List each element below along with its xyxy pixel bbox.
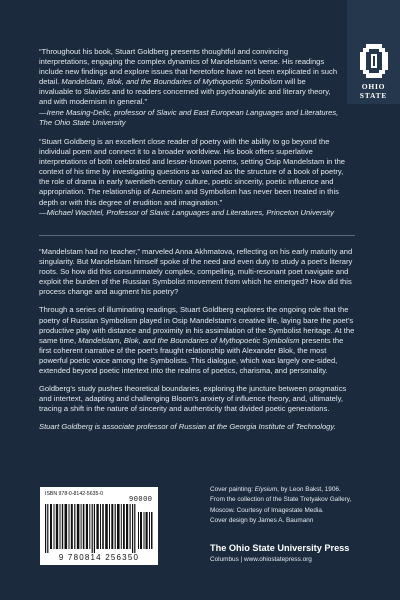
author-bio: Stuart Goldberg is associate professor of Russian at the Georgia Institute of Technology.: [39, 422, 336, 432]
description-paragraph-3: Goldberg’s study pushes theoretical boundaries, exploring the juncture between pragmatics and intertext, adapting and challenging Bloom’s anxiety of influence theory, and, ultimately, tracing a shift in the nature of sincerity and authenticity that divided poetic generations.: [39, 384, 347, 414]
barcode-bars-icon: [45, 498, 153, 553]
description-paragraph-1: “Mandelstam had no teacher,” marveled Anna Akhmatova, reflecting on his early maturity and singularity. But Mandelstam himself spoke of the need and even duty to study a poet’s literary roots. So how did this consummately complex, compelling, multi-resonant poet navigate and exploit the burden of the Russian Symbolist movement from which he emerged? How did this process change and augment his poetry?: [39, 247, 353, 297]
blurb-2-text: “Stuart Goldberg is an excellent close reader of poetry with the ability to go beyond the individual poem and connect it to a broader worldview. His book offers superlative interpretations of both celebrated and lesser-known poems, setting Osip Mandelstam in the context of his time by investigating questions as varied as the structure of a book of poetry, the role of drama in early twentieth-century culture, poetic sincerity, poetic influence and appropriation. The relationship of Acmeism and Symbolism has never been treated in this depth or with this degree of erudition and imagination.”: [39, 137, 346, 207]
cover-credit-rest: , by Leon Bakst, 1906.: [277, 486, 341, 493]
blurb-quote-1: [39, 47, 339, 136]
blurb-2-attribution: —Michael Wachtel, Professor of Slavic Languages and Literatures, Princeton University: [39, 207, 334, 217]
ohio-state-logo: [347, 0, 400, 104]
cover-credit-line-3: Moscow. Courtesy of Imagestate Media.: [210, 506, 324, 514]
block-o-icon: [355, 42, 393, 80]
price-code: 90000: [129, 496, 153, 504]
cover-credit-line-4: Cover design by James A. Baumann: [210, 517, 314, 525]
publisher-location-url: Columbus | www.ohiostatepress.org: [210, 556, 312, 563]
description-p2-before: Through a series of illuminating readings, Stuart Goldberg explores the ongoing role that the poetry of Russian Symbolism played in Osip Mandelstam’s creative life, laying bare the poet’s productive play with distance and proximity in his assimilation of the Symbolist heritage. At the same time,: [39, 305, 355, 345]
cover-painting-title: Elysium: [254, 486, 278, 493]
barcode: [40, 487, 158, 565]
blurb-1-text-after: will be invaluable to Slavists and to readers concerned with psychoanalytic and literary theory, and with modernism in general.”: [39, 77, 331, 107]
blurb-1-book-title: Mandelstam, Blok, and the Boundaries of Mythopoetic Symbolism: [61, 77, 283, 87]
description-paragraph-2: [39, 305, 357, 376]
cover-credit-label: Cover painting:: [210, 486, 255, 493]
description-p2-title: Mandelstam, Blok, and the Boundaries of Mythopoetic Symbolism: [78, 335, 300, 345]
cover-credit: [210, 485, 360, 527]
divider: [39, 235, 355, 236]
logo-text-ohio: OHIO: [361, 82, 386, 91]
isbn-label: ISBN 978-0-8142-5635-0: [45, 491, 103, 497]
isbn-digits: 9 780814 256350: [58, 553, 140, 562]
description-p2-after: presents the first coherent narrative of the poet’s fraught relationship with Alexander Blok, the most powerful poetic voice among the Symbolists. This dialogue, which was largely one-sided, extended beyond poetic intertext into the realms of poetics, charisma, and personality.: [39, 335, 344, 376]
blurb-quote-2: [39, 137, 347, 226]
logo-text-state: STATE: [359, 91, 388, 100]
cover-credit-line-2: From the collection of the State Tretyakov Gallery,: [210, 496, 352, 504]
blurb-1-text: “Throughout his book, Stuart Goldberg presents thoughtful and convincing interpretations, engaging the complex dynamics of Mandelstam’s verse. His readings include new findings and explore issues that heretofore have not been explicated in such detail.: [39, 47, 338, 87]
blurb-1-attribution: —Irene Masing-Delic, professor of Slavic and East European Languages and Literatures, The Ohio State University: [39, 107, 339, 127]
description: [39, 247, 357, 441]
publisher-name: The Ohio State University Press: [210, 543, 350, 553]
